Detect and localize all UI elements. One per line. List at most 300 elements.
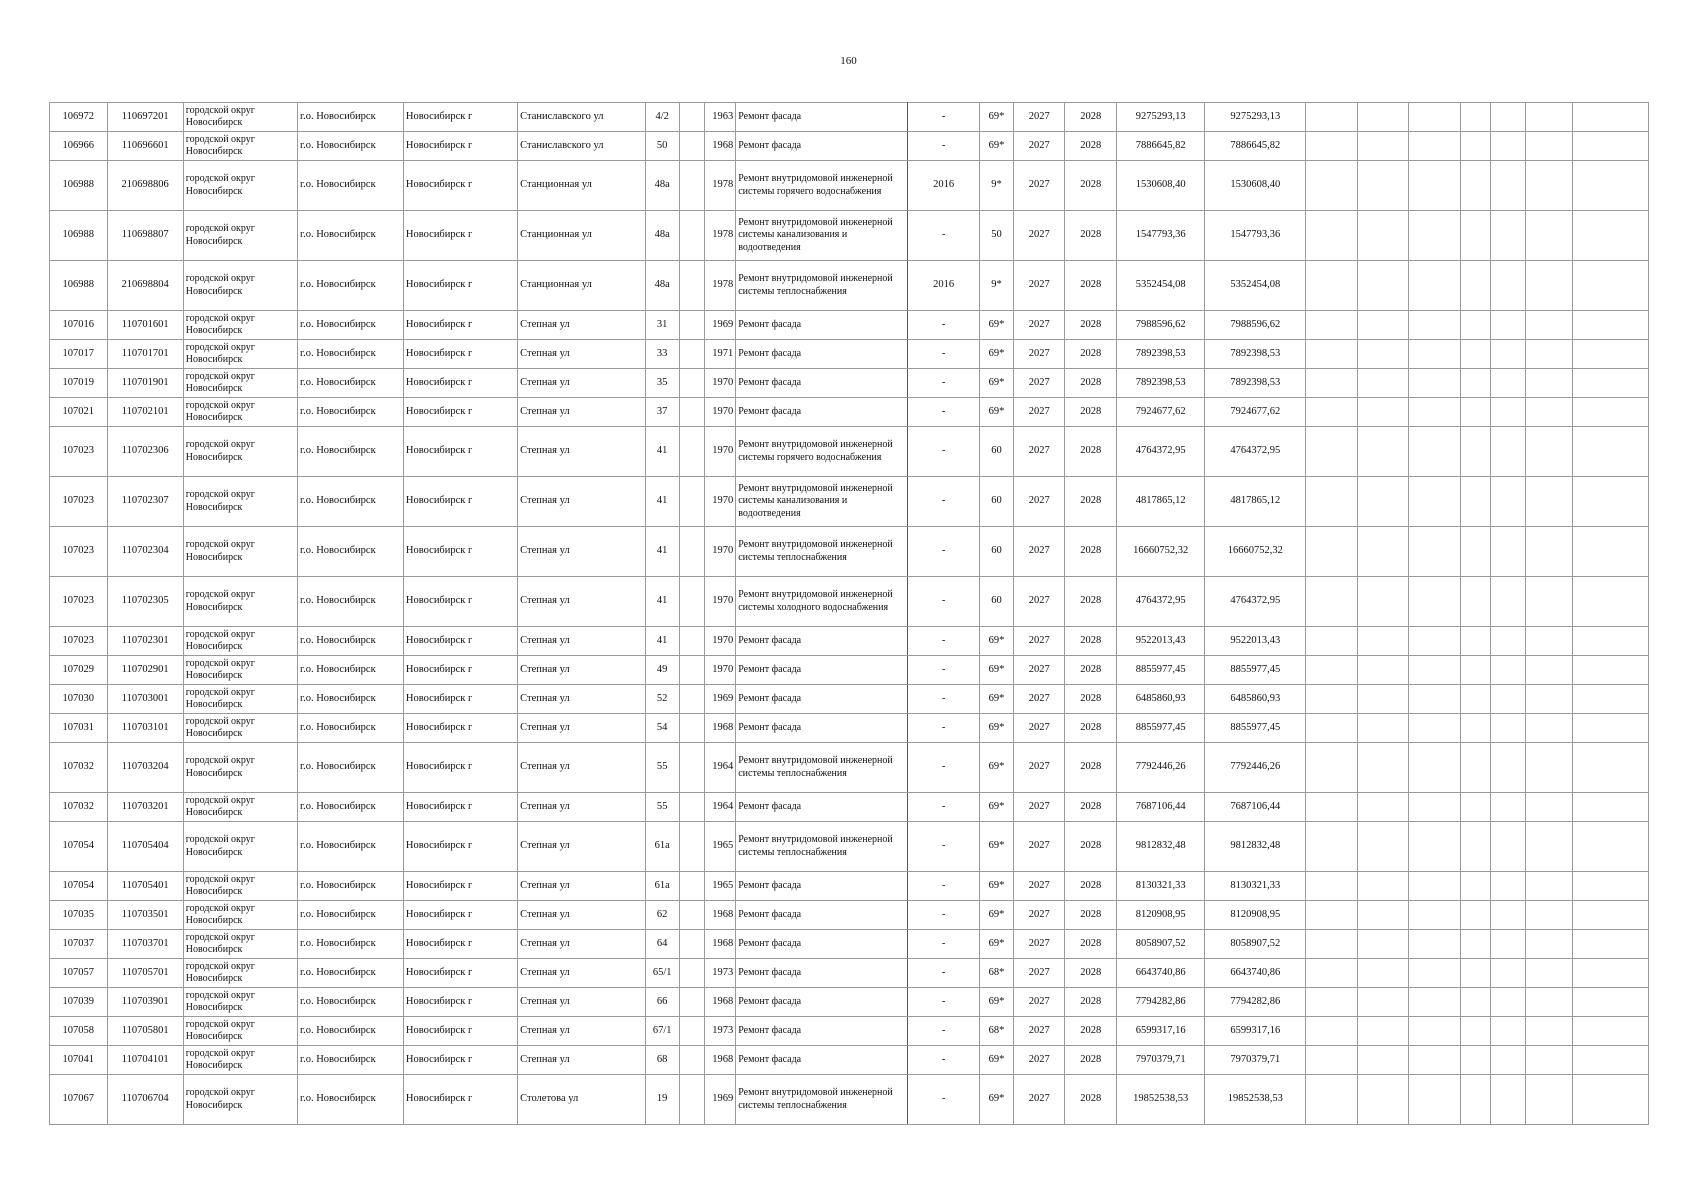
build-year-cell: 1978 <box>705 161 736 211</box>
plan-start-year-cell: 2027 <box>1014 1017 1065 1046</box>
work-id-cell: 110703204 <box>107 743 183 793</box>
table-row <box>50 1075 1649 1125</box>
empty-cell <box>1572 714 1648 743</box>
house-id-cell: 106966 <box>50 132 108 161</box>
cost-cell: 19852538,53 <box>1116 1075 1204 1125</box>
table-row <box>50 103 1649 132</box>
total-cost-cell: 9522013,43 <box>1205 627 1306 656</box>
total-cost-cell: 7687106,44 <box>1205 793 1306 822</box>
empty-cell <box>1491 872 1526 901</box>
empty-cell <box>1357 369 1408 398</box>
plan-start-year-cell: 2027 <box>1014 627 1065 656</box>
municipality-cell: городской округ Новосибирск <box>183 211 297 261</box>
total-cost-cell: 9812832,48 <box>1205 822 1306 872</box>
district-cell: г.о. Новосибирск <box>297 656 403 685</box>
house-id-cell: 107041 <box>50 1046 108 1075</box>
last-repair-year-cell: - <box>908 132 980 161</box>
locality-cell: Новосибирск г <box>403 427 517 477</box>
locality-cell: Новосибирск г <box>403 1017 517 1046</box>
empty-cell <box>1491 1046 1526 1075</box>
plan-end-year-cell: 2028 <box>1065 822 1116 872</box>
empty-cell <box>1572 1017 1648 1046</box>
total-cost-cell: 8120908,95 <box>1205 901 1306 930</box>
locality-cell: Новосибирск г <box>403 398 517 427</box>
street-cell: Степная ул <box>518 930 646 959</box>
work-id-cell: 110702901 <box>107 656 183 685</box>
empty-cell <box>1572 822 1648 872</box>
cost-cell: 8855977,45 <box>1116 714 1204 743</box>
wear-percent-cell: 69* <box>980 988 1014 1017</box>
work-id-cell: 110698807 <box>107 211 183 261</box>
empty-cell <box>1306 211 1357 261</box>
street-cell: Степная ул <box>518 311 646 340</box>
empty-cell <box>1572 369 1648 398</box>
empty-cell <box>1460 930 1491 959</box>
work-type-cell: Ремонт внутридомовой инженерной системы теплоснабжения <box>736 1075 908 1125</box>
plan-start-year-cell: 2027 <box>1014 369 1065 398</box>
wear-percent-cell: 69* <box>980 1075 1014 1125</box>
locality-cell: Новосибирск г <box>403 714 517 743</box>
district-cell: г.о. Новосибирск <box>297 959 403 988</box>
work-type-cell: Ремонт фасада <box>736 398 908 427</box>
empty-cell <box>1306 627 1357 656</box>
empty-cell <box>1526 656 1572 685</box>
street-cell: Степная ул <box>518 714 646 743</box>
work-type-cell: Ремонт внутридомовой инженерной системы горячего водоснабжения <box>736 427 908 477</box>
municipality-cell: городской округ Новосибирск <box>183 714 297 743</box>
empty-cell <box>1572 901 1648 930</box>
empty-cell <box>1306 930 1357 959</box>
building-cell <box>679 901 705 930</box>
page-number: 160 <box>840 55 857 67</box>
wear-percent-cell: 69* <box>980 311 1014 340</box>
build-year-cell: 1968 <box>705 714 736 743</box>
empty-cell <box>1409 477 1460 527</box>
empty-cell <box>1491 398 1526 427</box>
plan-start-year-cell: 2027 <box>1014 793 1065 822</box>
empty-cell <box>1460 161 1491 211</box>
plan-end-year-cell: 2028 <box>1065 161 1116 211</box>
empty-cell <box>1491 822 1526 872</box>
empty-cell <box>1409 872 1460 901</box>
work-id-cell: 210698806 <box>107 161 183 211</box>
house-number-cell: 48а <box>645 161 679 211</box>
empty-cell <box>1526 822 1572 872</box>
last-repair-year-cell: - <box>908 959 980 988</box>
work-id-cell: 110701701 <box>107 340 183 369</box>
wear-percent-cell: 69* <box>980 793 1014 822</box>
empty-cell <box>1306 901 1357 930</box>
wear-percent-cell: 69* <box>980 714 1014 743</box>
last-repair-year-cell: 2016 <box>908 261 980 311</box>
locality-cell: Новосибирск г <box>403 103 517 132</box>
cost-cell: 7886645,82 <box>1116 132 1204 161</box>
empty-cell <box>1409 427 1460 477</box>
wear-percent-cell: 69* <box>980 103 1014 132</box>
cost-cell: 7924677,62 <box>1116 398 1204 427</box>
house-number-cell: 61а <box>645 872 679 901</box>
empty-cell <box>1572 211 1648 261</box>
municipality-cell: городской округ Новосибирск <box>183 398 297 427</box>
street-cell: Степная ул <box>518 1017 646 1046</box>
cost-cell: 8855977,45 <box>1116 656 1204 685</box>
plan-end-year-cell: 2028 <box>1065 656 1116 685</box>
empty-cell <box>1357 959 1408 988</box>
empty-cell <box>1460 714 1491 743</box>
build-year-cell: 1973 <box>705 1017 736 1046</box>
empty-cell <box>1526 1017 1572 1046</box>
plan-start-year-cell: 2027 <box>1014 398 1065 427</box>
building-cell <box>679 527 705 577</box>
house-number-cell: 48а <box>645 261 679 311</box>
empty-cell <box>1409 261 1460 311</box>
empty-cell <box>1491 103 1526 132</box>
empty-cell <box>1357 656 1408 685</box>
empty-cell <box>1306 477 1357 527</box>
plan-end-year-cell: 2028 <box>1065 132 1116 161</box>
work-type-cell: Ремонт внутридомовой инженерной системы холодного водоснабжения <box>736 577 908 627</box>
table-row <box>50 527 1649 577</box>
table-row <box>50 340 1649 369</box>
empty-cell <box>1357 714 1408 743</box>
house-id-cell: 107035 <box>50 901 108 930</box>
empty-cell <box>1526 211 1572 261</box>
plan-start-year-cell: 2027 <box>1014 822 1065 872</box>
wear-percent-cell: 69* <box>980 685 1014 714</box>
empty-cell <box>1491 527 1526 577</box>
table-row <box>50 161 1649 211</box>
house-number-cell: 65/1 <box>645 959 679 988</box>
house-number-cell: 19 <box>645 1075 679 1125</box>
empty-cell <box>1409 132 1460 161</box>
build-year-cell: 1964 <box>705 743 736 793</box>
empty-cell <box>1491 132 1526 161</box>
street-cell: Станиславского ул <box>518 103 646 132</box>
work-type-cell: Ремонт фасада <box>736 930 908 959</box>
table-row <box>50 822 1649 872</box>
table-row <box>50 872 1649 901</box>
last-repair-year-cell: - <box>908 627 980 656</box>
empty-cell <box>1357 261 1408 311</box>
plan-start-year-cell: 2027 <box>1014 577 1065 627</box>
table-row <box>50 577 1649 627</box>
wear-percent-cell: 9* <box>980 261 1014 311</box>
empty-cell <box>1526 161 1572 211</box>
table-body <box>50 103 1649 1125</box>
empty-cell <box>1306 959 1357 988</box>
locality-cell: Новосибирск г <box>403 311 517 340</box>
house-id-cell: 107037 <box>50 930 108 959</box>
last-repair-year-cell: - <box>908 872 980 901</box>
street-cell: Степная ул <box>518 340 646 369</box>
house-number-cell: 41 <box>645 527 679 577</box>
empty-cell <box>1357 1075 1408 1125</box>
empty-cell <box>1526 1046 1572 1075</box>
empty-cell <box>1409 1046 1460 1075</box>
plan-start-year-cell: 2027 <box>1014 132 1065 161</box>
plan-end-year-cell: 2028 <box>1065 872 1116 901</box>
plan-start-year-cell: 2027 <box>1014 211 1065 261</box>
work-id-cell: 110703201 <box>107 793 183 822</box>
empty-cell <box>1526 369 1572 398</box>
locality-cell: Новосибирск г <box>403 1075 517 1125</box>
empty-cell <box>1460 793 1491 822</box>
street-cell: Степная ул <box>518 822 646 872</box>
empty-cell <box>1460 577 1491 627</box>
house-number-cell: 55 <box>645 793 679 822</box>
empty-cell <box>1357 988 1408 1017</box>
empty-cell <box>1572 793 1648 822</box>
district-cell: г.о. Новосибирск <box>297 714 403 743</box>
plan-end-year-cell: 2028 <box>1065 988 1116 1017</box>
municipality-cell: городской округ Новосибирск <box>183 477 297 527</box>
locality-cell: Новосибирск г <box>403 161 517 211</box>
district-cell: г.о. Новосибирск <box>297 988 403 1017</box>
cost-cell: 6485860,93 <box>1116 685 1204 714</box>
work-id-cell: 110702101 <box>107 398 183 427</box>
table-row <box>50 132 1649 161</box>
wear-percent-cell: 60 <box>980 477 1014 527</box>
municipality-cell: городской округ Новосибирск <box>183 1075 297 1125</box>
plan-start-year-cell: 2027 <box>1014 1075 1065 1125</box>
locality-cell: Новосибирск г <box>403 793 517 822</box>
empty-cell <box>1409 901 1460 930</box>
total-cost-cell: 6485860,93 <box>1205 685 1306 714</box>
house-number-cell: 41 <box>645 627 679 656</box>
locality-cell: Новосибирск г <box>403 959 517 988</box>
table-row <box>50 901 1649 930</box>
work-id-cell: 110703901 <box>107 988 183 1017</box>
district-cell: г.о. Новосибирск <box>297 340 403 369</box>
empty-cell <box>1306 685 1357 714</box>
cost-cell: 9812832,48 <box>1116 822 1204 872</box>
street-cell: Степная ул <box>518 477 646 527</box>
street-cell: Степная ул <box>518 577 646 627</box>
table-row <box>50 656 1649 685</box>
empty-cell <box>1306 398 1357 427</box>
work-id-cell: 110701901 <box>107 369 183 398</box>
house-number-cell: 68 <box>645 1046 679 1075</box>
plan-start-year-cell: 2027 <box>1014 261 1065 311</box>
work-id-cell: 110702304 <box>107 527 183 577</box>
plan-start-year-cell: 2027 <box>1014 743 1065 793</box>
build-year-cell: 1968 <box>705 988 736 1017</box>
empty-cell <box>1572 261 1648 311</box>
empty-cell <box>1526 930 1572 959</box>
plan-start-year-cell: 2027 <box>1014 477 1065 527</box>
cost-cell: 7892398,53 <box>1116 369 1204 398</box>
municipality-cell: городской округ Новосибирск <box>183 656 297 685</box>
empty-cell <box>1357 627 1408 656</box>
building-cell <box>679 1046 705 1075</box>
locality-cell: Новосибирск г <box>403 1046 517 1075</box>
district-cell: г.о. Новосибирск <box>297 369 403 398</box>
empty-cell <box>1460 211 1491 261</box>
cost-cell: 4817865,12 <box>1116 477 1204 527</box>
street-cell: Степная ул <box>518 1046 646 1075</box>
empty-cell <box>1491 930 1526 959</box>
empty-cell <box>1460 311 1491 340</box>
house-number-cell: 55 <box>645 743 679 793</box>
district-cell: г.о. Новосибирск <box>297 685 403 714</box>
house-number-cell: 49 <box>645 656 679 685</box>
district-cell: г.о. Новосибирск <box>297 1075 403 1125</box>
work-id-cell: 110703101 <box>107 714 183 743</box>
last-repair-year-cell: - <box>908 369 980 398</box>
last-repair-year-cell: - <box>908 656 980 685</box>
empty-cell <box>1357 161 1408 211</box>
district-cell: г.о. Новосибирск <box>297 427 403 477</box>
empty-cell <box>1526 901 1572 930</box>
empty-cell <box>1409 103 1460 132</box>
empty-cell <box>1460 627 1491 656</box>
building-cell <box>679 369 705 398</box>
building-cell <box>679 822 705 872</box>
locality-cell: Новосибирск г <box>403 261 517 311</box>
table-row <box>50 959 1649 988</box>
empty-cell <box>1357 901 1408 930</box>
table-row <box>50 988 1649 1017</box>
table-row <box>50 311 1649 340</box>
empty-cell <box>1460 398 1491 427</box>
empty-cell <box>1526 988 1572 1017</box>
cost-cell: 1530608,40 <box>1116 161 1204 211</box>
district-cell: г.о. Новосибирск <box>297 211 403 261</box>
locality-cell: Новосибирск г <box>403 627 517 656</box>
empty-cell <box>1409 656 1460 685</box>
work-type-cell: Ремонт внутридомовой инженерной системы теплоснабжения <box>736 527 908 577</box>
empty-cell <box>1460 1075 1491 1125</box>
street-cell: Станционная ул <box>518 161 646 211</box>
work-id-cell: 110702306 <box>107 427 183 477</box>
last-repair-year-cell: - <box>908 988 980 1017</box>
district-cell: г.о. Новосибирск <box>297 872 403 901</box>
plan-end-year-cell: 2028 <box>1065 930 1116 959</box>
work-type-cell: Ремонт фасада <box>736 714 908 743</box>
empty-cell <box>1526 340 1572 369</box>
plan-start-year-cell: 2027 <box>1014 988 1065 1017</box>
empty-cell <box>1491 369 1526 398</box>
house-id-cell: 107032 <box>50 743 108 793</box>
locality-cell: Новосибирск г <box>403 527 517 577</box>
cost-cell: 7892398,53 <box>1116 340 1204 369</box>
empty-cell <box>1460 132 1491 161</box>
empty-cell <box>1306 261 1357 311</box>
plan-start-year-cell: 2027 <box>1014 959 1065 988</box>
empty-cell <box>1460 427 1491 477</box>
empty-cell <box>1357 103 1408 132</box>
cost-cell: 4764372,95 <box>1116 577 1204 627</box>
empty-cell <box>1409 340 1460 369</box>
street-cell: Станционная ул <box>518 211 646 261</box>
district-cell: г.о. Новосибирск <box>297 527 403 577</box>
build-year-cell: 1970 <box>705 369 736 398</box>
municipality-cell: городской округ Новосибирск <box>183 685 297 714</box>
locality-cell: Новосибирск г <box>403 872 517 901</box>
empty-cell <box>1491 959 1526 988</box>
municipality-cell: городской округ Новосибирск <box>183 959 297 988</box>
empty-cell <box>1491 901 1526 930</box>
house-number-cell: 37 <box>645 398 679 427</box>
build-year-cell: 1963 <box>705 103 736 132</box>
district-cell: г.о. Новосибирск <box>297 627 403 656</box>
empty-cell <box>1409 988 1460 1017</box>
cost-cell: 9522013,43 <box>1116 627 1204 656</box>
total-cost-cell: 19852538,53 <box>1205 1075 1306 1125</box>
municipality-cell: городской округ Новосибирск <box>183 743 297 793</box>
empty-cell <box>1526 685 1572 714</box>
cost-cell: 9275293,13 <box>1116 103 1204 132</box>
wear-percent-cell: 68* <box>980 1017 1014 1046</box>
work-id-cell: 110705701 <box>107 959 183 988</box>
total-cost-cell: 5352454,08 <box>1205 261 1306 311</box>
table-row <box>50 477 1649 527</box>
empty-cell <box>1306 311 1357 340</box>
locality-cell: Новосибирск г <box>403 901 517 930</box>
empty-cell <box>1357 577 1408 627</box>
plan-end-year-cell: 2028 <box>1065 1046 1116 1075</box>
empty-cell <box>1572 743 1648 793</box>
empty-cell <box>1306 793 1357 822</box>
total-cost-cell: 4817865,12 <box>1205 477 1306 527</box>
street-cell: Станиславского ул <box>518 132 646 161</box>
empty-cell <box>1357 311 1408 340</box>
cost-cell: 8120908,95 <box>1116 901 1204 930</box>
empty-cell <box>1460 340 1491 369</box>
street-cell: Станционная ул <box>518 261 646 311</box>
total-cost-cell: 4764372,95 <box>1205 577 1306 627</box>
plan-end-year-cell: 2028 <box>1065 311 1116 340</box>
building-cell <box>679 959 705 988</box>
locality-cell: Новосибирск г <box>403 743 517 793</box>
build-year-cell: 1968 <box>705 901 736 930</box>
cost-cell: 16660752,32 <box>1116 527 1204 577</box>
empty-cell <box>1409 714 1460 743</box>
work-id-cell: 110703001 <box>107 685 183 714</box>
empty-cell <box>1526 872 1572 901</box>
build-year-cell: 1968 <box>705 1046 736 1075</box>
last-repair-year-cell: - <box>908 577 980 627</box>
street-cell: Степная ул <box>518 988 646 1017</box>
empty-cell <box>1572 577 1648 627</box>
last-repair-year-cell: - <box>908 1046 980 1075</box>
total-cost-cell: 16660752,32 <box>1205 527 1306 577</box>
house-id-cell: 107030 <box>50 685 108 714</box>
empty-cell <box>1526 959 1572 988</box>
building-cell <box>679 261 705 311</box>
district-cell: г.о. Новосибирск <box>297 398 403 427</box>
municipality-cell: городской округ Новосибирск <box>183 822 297 872</box>
empty-cell <box>1572 161 1648 211</box>
last-repair-year-cell: - <box>908 793 980 822</box>
street-cell: Степная ул <box>518 743 646 793</box>
house-id-cell: 107031 <box>50 714 108 743</box>
plan-start-year-cell: 2027 <box>1014 685 1065 714</box>
build-year-cell: 1968 <box>705 132 736 161</box>
cost-cell: 7687106,44 <box>1116 793 1204 822</box>
empty-cell <box>1357 1046 1408 1075</box>
wear-percent-cell: 69* <box>980 1046 1014 1075</box>
table-row <box>50 1046 1649 1075</box>
wear-percent-cell: 69* <box>980 340 1014 369</box>
building-cell <box>679 743 705 793</box>
street-cell: Степная ул <box>518 627 646 656</box>
empty-cell <box>1357 477 1408 527</box>
empty-cell <box>1460 477 1491 527</box>
plan-end-year-cell: 2028 <box>1065 427 1116 477</box>
empty-cell <box>1306 714 1357 743</box>
build-year-cell: 1969 <box>705 1075 736 1125</box>
